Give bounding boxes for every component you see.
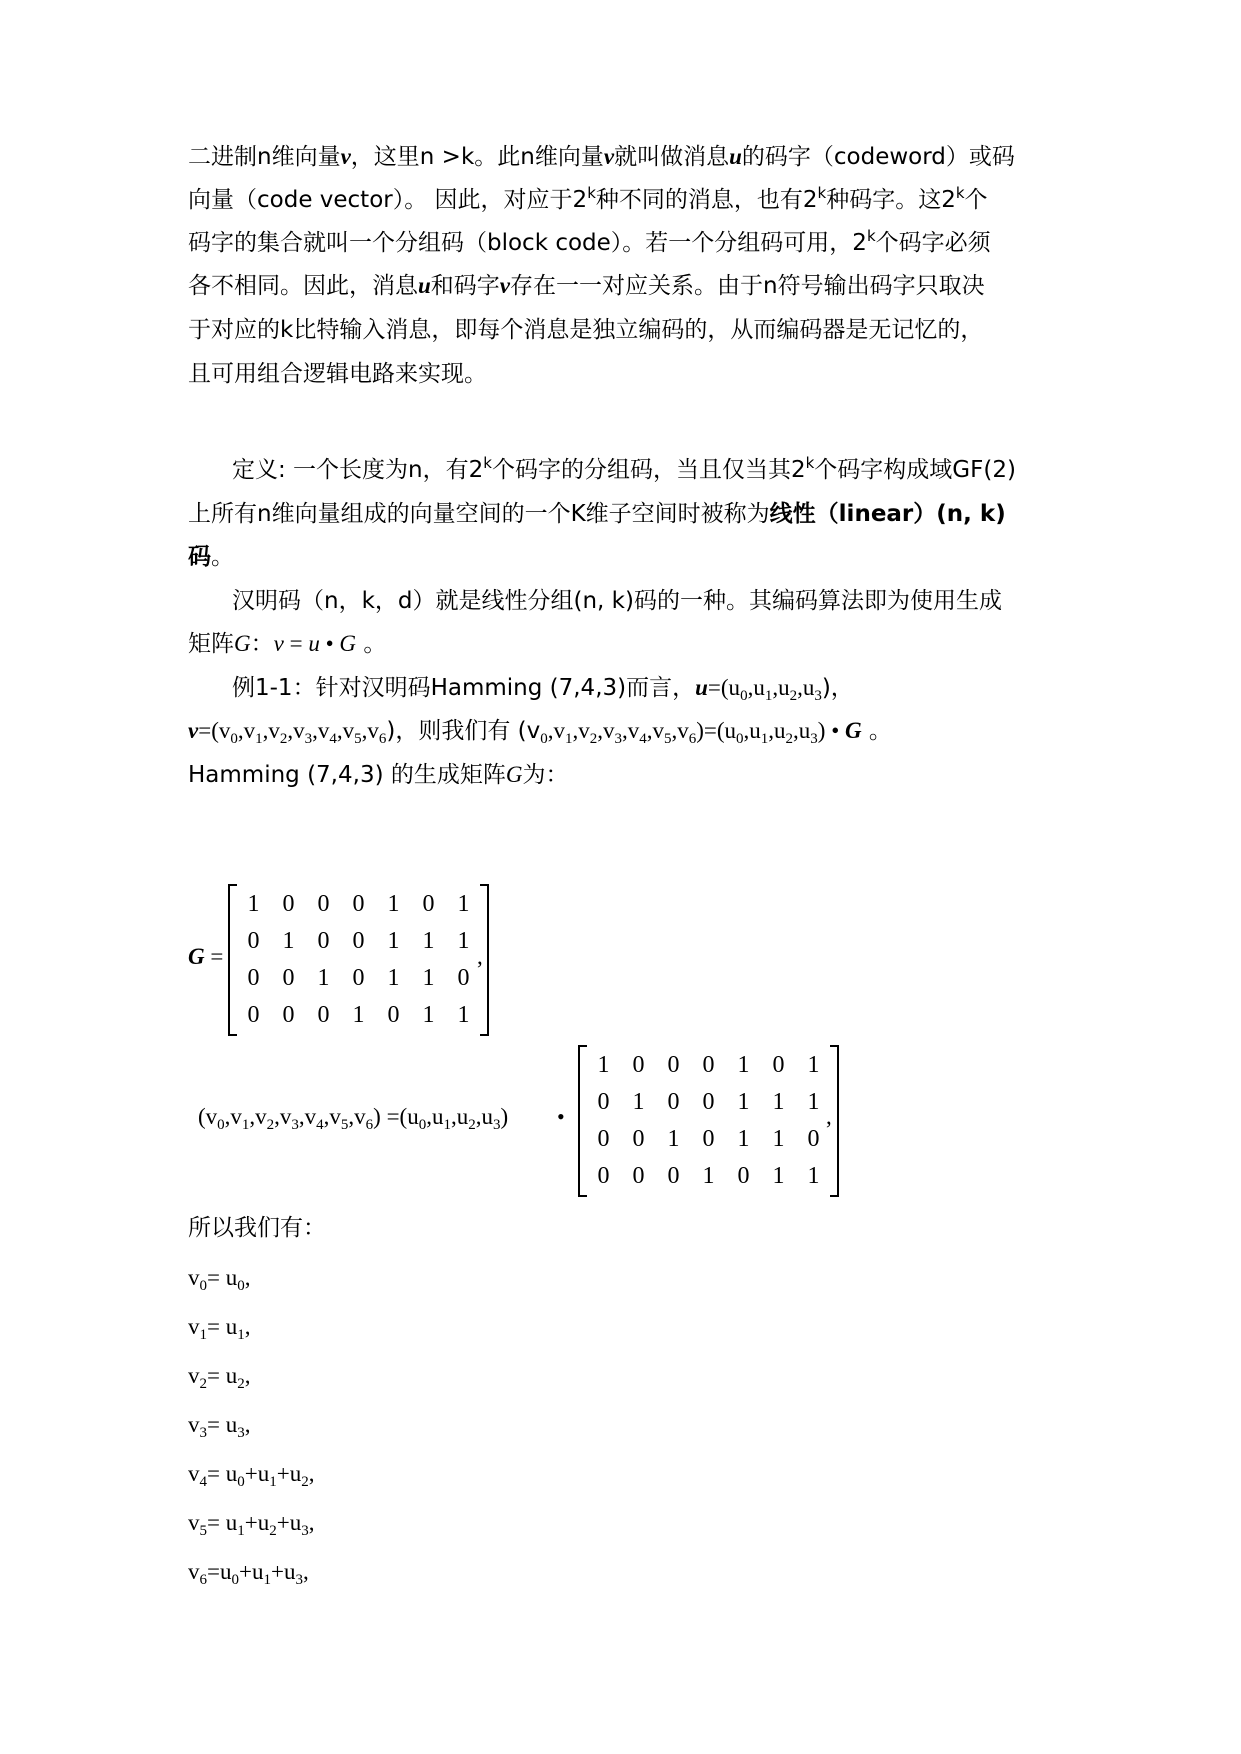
- text: ，这里n >k。此n维向量: [350, 144, 604, 170]
- matrix-cell: 0: [772, 1052, 785, 1078]
- equation-line: $v_6=u_0+u_1+u_3$,: [188, 1559, 309, 1588]
- paragraph-line: [188, 228, 991, 258]
- comma: ,: [826, 1104, 832, 1129]
- definition-line: [188, 499, 1006, 529]
- matrix-cell: 1: [807, 1089, 820, 1115]
- matrix-cell: 0: [457, 965, 470, 991]
- matrix-cell: 0: [352, 891, 365, 917]
- superscript: k: [805, 454, 815, 472]
- matrix-row: [580, 1121, 837, 1158]
- matrix-cell: 1: [807, 1163, 820, 1189]
- vector-u: u: [695, 675, 708, 700]
- matrix-row: [230, 960, 487, 997]
- text: 向量（code vector）。 因此，对应于2: [188, 187, 588, 213]
- example-line: $v=(v_0,v_1,v_2,v_3,v_4,v_5,v_6)$，则我们有 $(v_0,v_1,v_2,v_3,v_4,v_5,v_6)=(u_0,u_1,u_2,u_3)$ • G 。: [188, 718, 892, 747]
- text: =: [283, 631, 309, 656]
- matrix-cell: 1: [772, 1163, 785, 1189]
- text: 种码字。这2: [826, 187, 956, 213]
- matrix-cell: 1: [737, 1089, 750, 1115]
- matrix-cell: 0: [702, 1126, 715, 1152]
- vector-u: u: [729, 144, 742, 169]
- matrix-cell: 0: [597, 1126, 610, 1152]
- matrix-cell: 1: [247, 891, 260, 917]
- matrix-cell: 1: [282, 928, 295, 954]
- text: •: [319, 631, 340, 656]
- text: 个码字必须: [875, 230, 991, 256]
- hamming-line: 汉明码（n，k，d）就是线性分组(n, k)码的一种。其编码算法即为使用生成: [232, 588, 1002, 614]
- paragraph-line: [188, 142, 1015, 172]
- matrix-symbol: G: [188, 944, 205, 969]
- superscript: k: [866, 227, 876, 245]
- superscript: k: [955, 184, 965, 202]
- matrix-cell: 0: [352, 965, 365, 991]
- bold-term: 码: [188, 544, 211, 570]
- text: 。: [211, 544, 234, 570]
- matrix-cell: 1: [807, 1052, 820, 1078]
- equation-line: $v_2= u_2$,: [188, 1363, 251, 1392]
- multiply-dot: •: [557, 1104, 565, 1129]
- matrix-symbol: G: [505, 762, 523, 787]
- matrix-row: [580, 1047, 837, 1084]
- g-definition-label: [188, 944, 223, 970]
- matrix-cell: 0: [632, 1163, 645, 1189]
- text: 码字的集合就叫一个分组码（block code）。若一个分组码可用，2: [188, 230, 867, 256]
- text: 个码字构成域GF(2): [814, 457, 1016, 483]
- matrix-cell: 1: [422, 928, 435, 954]
- paragraph-line: [188, 185, 988, 215]
- matrix-cell: 0: [632, 1052, 645, 1078]
- paragraph-line: 且可用组合逻辑电路来实现。: [188, 361, 487, 387]
- text: 就叫做消息: [614, 144, 730, 170]
- matrix-cell: 0: [667, 1089, 680, 1115]
- equation-line: $v_4= u_0+u_1+u_2$,: [188, 1461, 315, 1490]
- matrix-cell: 1: [352, 1002, 365, 1028]
- text: 上所有n维向量组成的向量空间的一个K维子空间时被称为: [188, 501, 770, 527]
- text: )，则我们有 (v: [386, 718, 541, 744]
- matrix-row: [580, 1084, 837, 1121]
- paragraph-line: [188, 271, 985, 301]
- matrix-cell: 1: [737, 1126, 750, 1152]
- generator-matrix: [578, 1047, 839, 1195]
- matrix-cell: 0: [247, 928, 260, 954]
- text: )，: [821, 675, 854, 701]
- matrix-symbol: G: [339, 631, 357, 656]
- definition-line: [188, 542, 234, 572]
- text: 二进制n维向量: [188, 144, 341, 170]
- superscript: k: [817, 184, 827, 202]
- matrix-cell: 1: [632, 1089, 645, 1115]
- text: 各不相同。因此，消息: [188, 273, 418, 299]
- matrix-cell: 0: [597, 1089, 610, 1115]
- matrix-cell: 1: [597, 1052, 610, 1078]
- text: 种不同的消息，也有2: [595, 187, 818, 213]
- matrix-cell: 0: [422, 891, 435, 917]
- vector-u: u: [418, 273, 431, 298]
- matrix-cell: 0: [702, 1089, 715, 1115]
- text: 例1-1：针对汉明码Hamming (7,4,3)而言，: [232, 675, 696, 701]
- definition-line: [232, 455, 1016, 485]
- matrix-row: [230, 923, 487, 960]
- equation-line: $v_1= u_1$,: [188, 1314, 251, 1343]
- paragraph-line: 于对应的k比特输入消息，即每个消息是独立编码的，从而编码器是无记忆的，: [188, 317, 984, 343]
- matrix-cell: 0: [807, 1126, 820, 1152]
- hamming-line: [188, 629, 386, 659]
- matrix-cell: 1: [772, 1089, 785, 1115]
- superscript: k: [483, 454, 492, 472]
- matrix-cell: 1: [422, 965, 435, 991]
- vector-v: v: [499, 273, 511, 298]
- conclusion-heading: 所以我们有：: [188, 1215, 326, 1241]
- bold-term: 线性（linear）(n, k): [769, 501, 1006, 527]
- text: 。: [861, 718, 892, 744]
- text: 的码字（codeword）或码: [741, 144, 1015, 170]
- example-line: [188, 760, 568, 790]
- matrix-cell: 1: [387, 965, 400, 991]
- matrix-symbol: G: [845, 718, 862, 743]
- text: 存在一一对应关系。由于n符号输出码字只取决: [510, 273, 985, 299]
- text: 个: [964, 187, 988, 213]
- text: 个码字的分组码，当且仅当其2: [491, 457, 806, 483]
- matrix-cell: 1: [667, 1126, 680, 1152]
- matrix-cell: 1: [317, 965, 330, 991]
- text: 和码字: [430, 273, 500, 299]
- equation-line: $v_3= u_3$,: [188, 1412, 251, 1441]
- matrix-row: [230, 886, 487, 923]
- matrix-cell: 1: [457, 891, 470, 917]
- comma: ,: [477, 944, 483, 969]
- matrix-cell: 1: [702, 1163, 715, 1189]
- matrix-cell: 1: [387, 891, 400, 917]
- matrix-cell: 1: [772, 1126, 785, 1152]
- matrix-cell: 0: [317, 928, 330, 954]
- generator-matrix: [228, 886, 489, 1034]
- matrix-cell: 0: [282, 965, 295, 991]
- vector-v: v: [603, 144, 615, 169]
- matrix-cell: 1: [737, 1052, 750, 1078]
- text: 定义: 一个长度为n，有2: [232, 457, 484, 483]
- matrix-cell: 0: [597, 1163, 610, 1189]
- matrix-cell: 0: [702, 1052, 715, 1078]
- matrix-cell: 0: [667, 1052, 680, 1078]
- matrix-cell: 1: [387, 928, 400, 954]
- matrix-cell: 0: [317, 1002, 330, 1028]
- matrix-cell: 0: [737, 1163, 750, 1189]
- matrix-cell: 0: [282, 891, 295, 917]
- matrix-symbol: G: [234, 631, 251, 656]
- matrix-cell: 0: [247, 965, 260, 991]
- text: Hamming (7,4,3) 的生成矩阵: [188, 762, 506, 788]
- equation-line: $v_5= u_1+u_2+u_3$,: [188, 1510, 315, 1539]
- matrix-cell: 0: [352, 928, 365, 954]
- equation-line: $v_0= u_0$,: [188, 1265, 251, 1294]
- matrix-row: [230, 997, 487, 1034]
- matrix-cell: 1: [422, 1002, 435, 1028]
- matrix-cell: 0: [317, 891, 330, 917]
- vector-v: v: [340, 144, 351, 169]
- text: 为：: [522, 762, 569, 788]
- text: 。: [356, 631, 387, 657]
- text: 矩阵: [188, 631, 234, 657]
- matrix-cell: 1: [457, 1002, 470, 1028]
- superscript: k: [587, 184, 596, 202]
- symbol: v: [273, 631, 284, 656]
- matrix-cell: 1: [457, 928, 470, 954]
- matrix-cell: 0: [632, 1126, 645, 1152]
- matrix-cell: 0: [282, 1002, 295, 1028]
- symbol: u: [308, 631, 320, 656]
- matrix-cell: 0: [247, 1002, 260, 1028]
- text: ：: [250, 631, 274, 657]
- matrix-row: [580, 1158, 837, 1195]
- matrix-cell: 0: [387, 1002, 400, 1028]
- vector-v: v: [188, 718, 199, 743]
- equals-sign: =: [204, 944, 224, 969]
- example-line: 例1-1：针对汉明码Hamming (7,4,3)而言，$u=(u_0,u_1,u_2,u_3)$，: [232, 675, 854, 704]
- product-equation: $(v_0,v_1,v_2,v_3,v_4,v_5,v_6) =(u_0,u_1,u_2,u_3)$: [198, 1104, 509, 1133]
- matrix-cell: 0: [667, 1163, 680, 1189]
